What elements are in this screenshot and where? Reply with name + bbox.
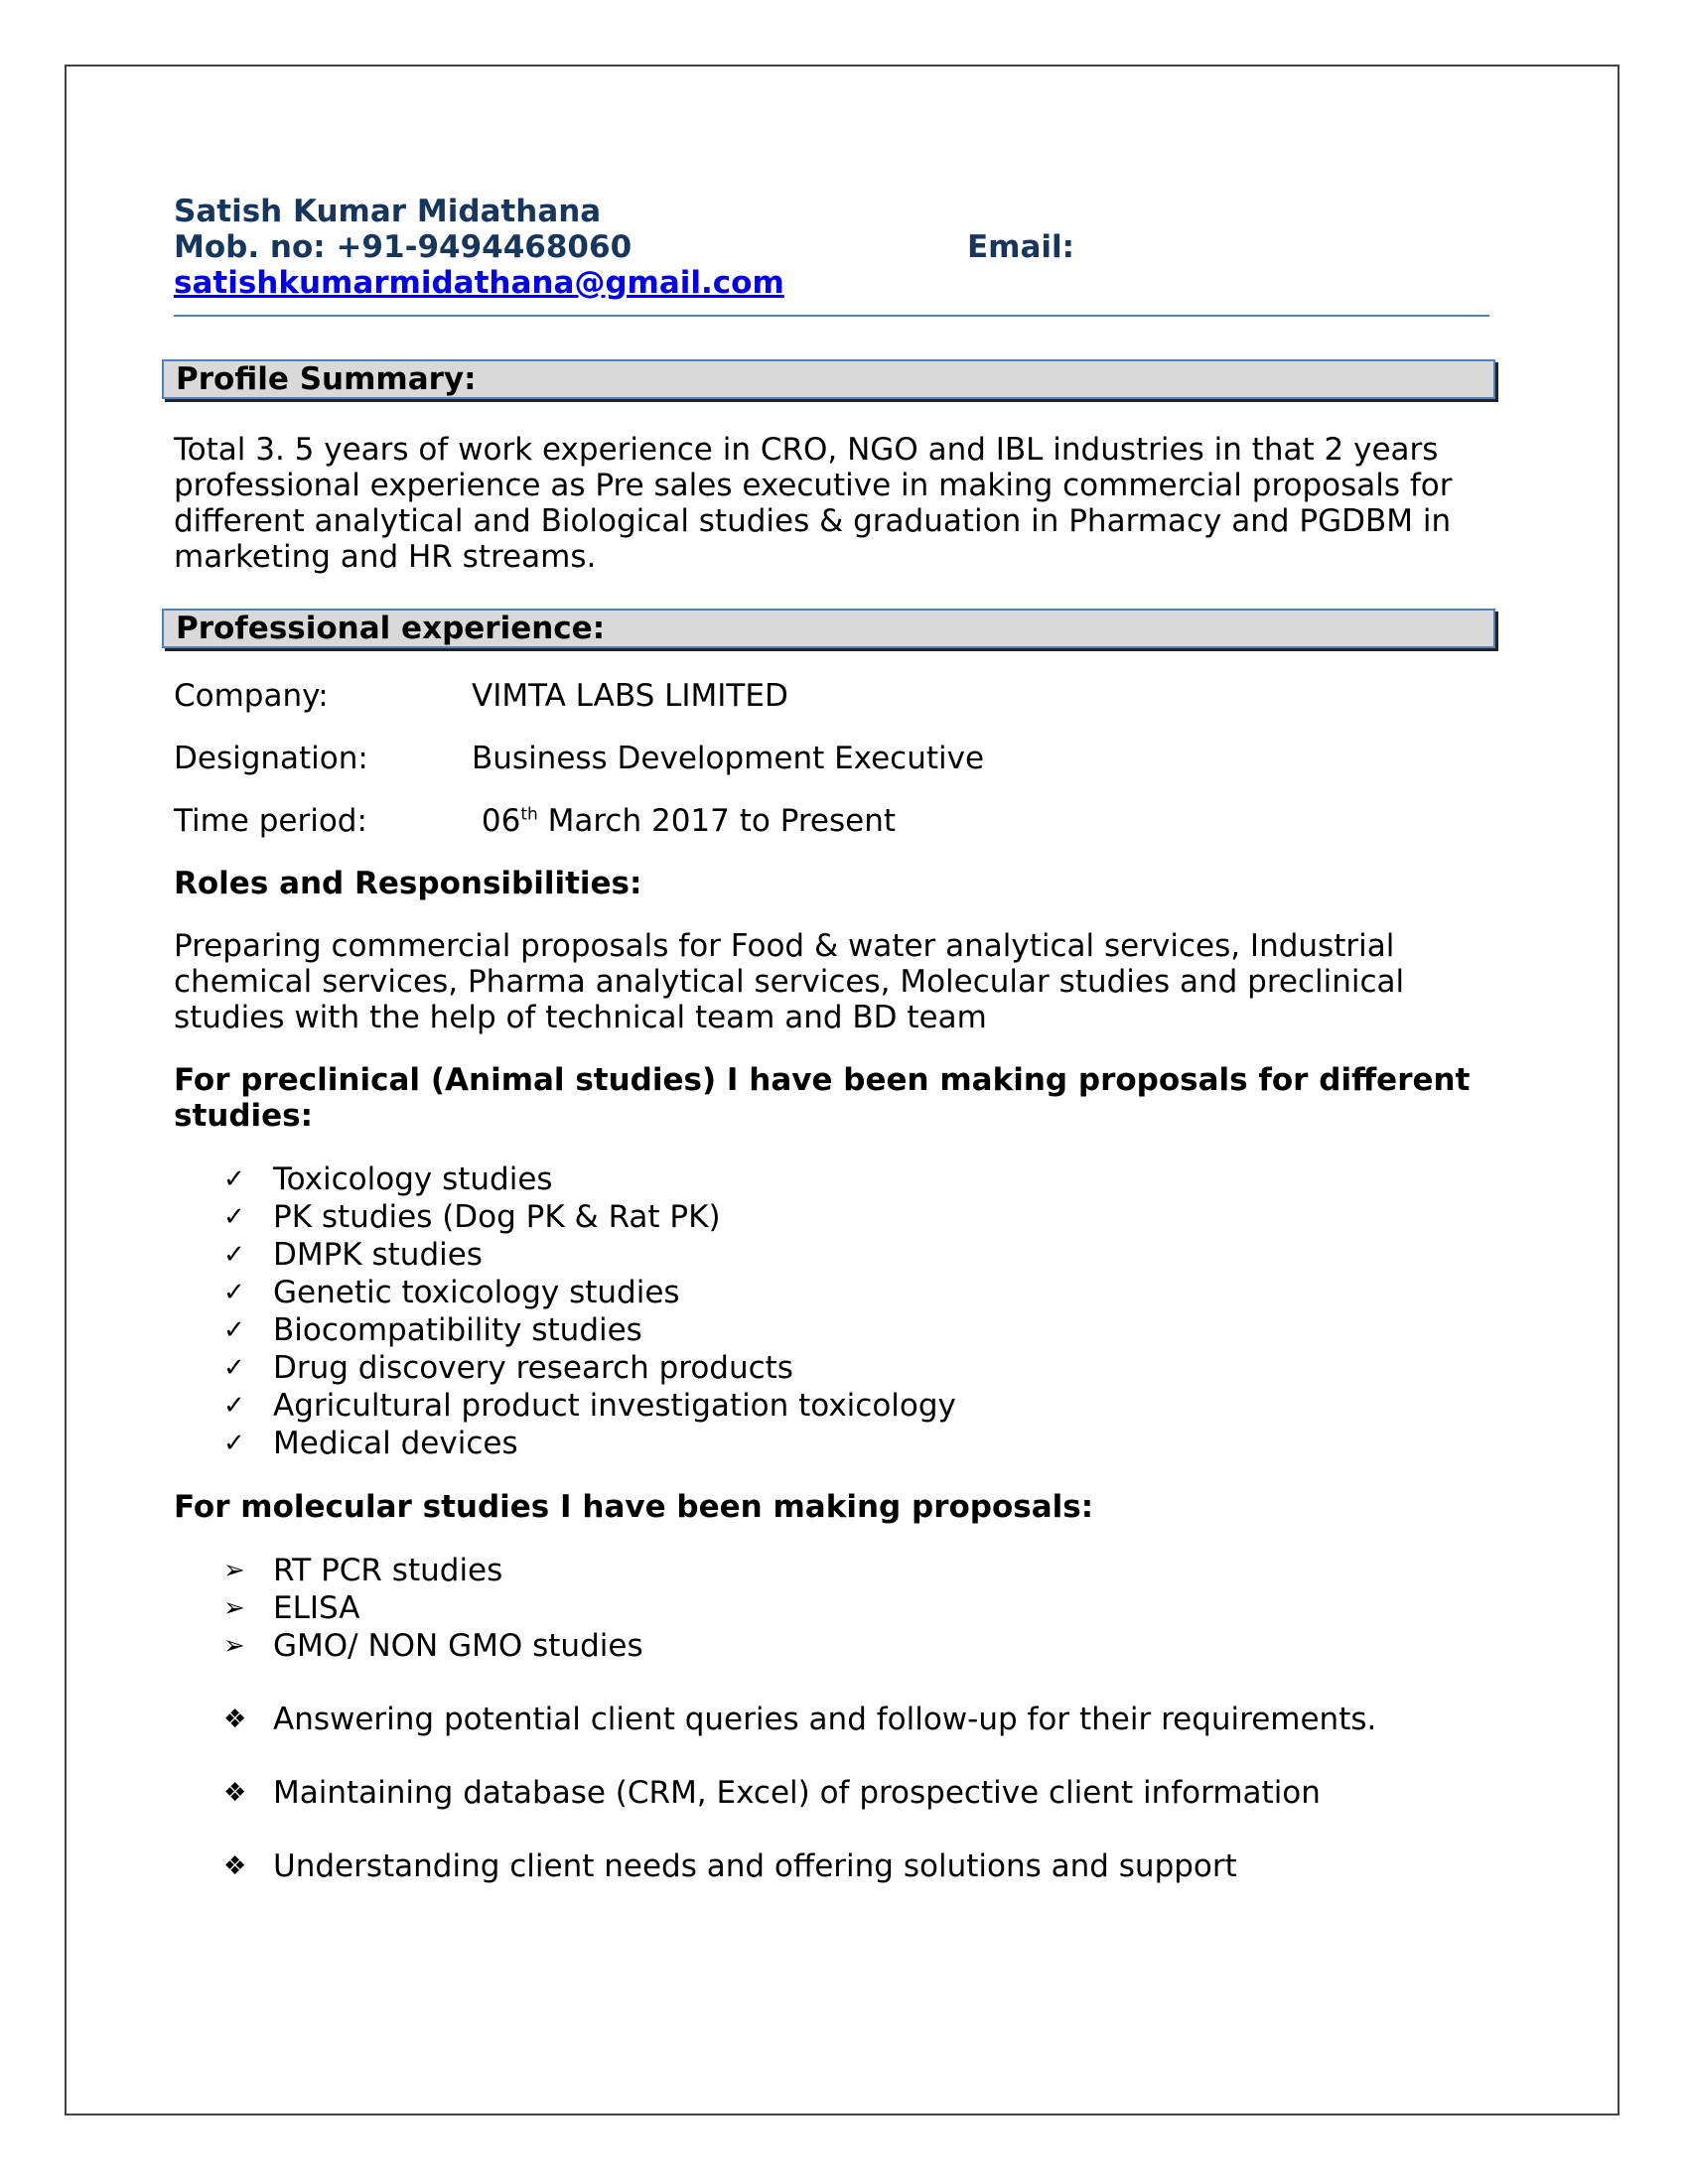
check-icon: ✓ — [223, 1164, 245, 1194]
designation-label: Designation: — [174, 741, 368, 776]
profile-summary-heading: Profile Summary: — [162, 359, 1495, 399]
mobile-number: Mob. no: +91-9494468060 — [174, 229, 633, 265]
email-link[interactable]: satishkumarmidathana@gmail.com — [174, 265, 784, 301]
list-item: ➢ ELISA — [174, 1589, 1504, 1627]
diamond-bullet-icon: ❖ — [223, 1705, 247, 1734]
list-item: ✓ Genetic toxicology studies — [174, 1274, 1504, 1311]
diamond-bullet-icon: ❖ — [223, 1851, 247, 1881]
time-period-row — [174, 803, 1504, 839]
molecular-list — [174, 1552, 1504, 1665]
designation-value: Business Development Executive — [472, 741, 985, 776]
professional-experience-heading: Professional experience: — [162, 609, 1495, 648]
contact-header — [174, 194, 1504, 301]
check-icon: ✓ — [223, 1278, 245, 1307]
check-icon: ✓ — [223, 1429, 245, 1458]
roles-text: Preparing commercial proposals for Food & water analytical services, Industrial chemical services, Pharma analytical services, Molecular studies and preclinical studies with the help of technical team and BD team — [174, 928, 1405, 1035]
header-divider — [174, 315, 1489, 317]
list-item: ➢ RT PCR studies — [174, 1552, 1504, 1589]
check-icon: ✓ — [223, 1391, 245, 1421]
list-item: ❖ Understanding client needs and offering solutions and support — [174, 1847, 1504, 1885]
list-item: ✓ Biocompatibility studies — [174, 1311, 1504, 1349]
diamond-bullet-icon: ❖ — [223, 1778, 247, 1808]
time-period-label: Time period: — [174, 803, 367, 839]
check-icon: ✓ — [223, 1353, 245, 1383]
list-item: ✓ Agricultural product investigation toxicology — [174, 1387, 1504, 1425]
arrow-bullet-icon: ➢ — [223, 1593, 245, 1623]
roles-heading: Roles and Responsibilities: — [174, 866, 642, 901]
resume-content — [174, 194, 1504, 1921]
check-icon: ✓ — [223, 1315, 245, 1345]
list-item: ✓ Medical devices — [174, 1425, 1504, 1462]
list-item: ✓ PK studies (Dog PK & Rat PK) — [174, 1198, 1504, 1236]
company-value: VIMTA LABS LIMITED — [472, 678, 788, 714]
company-row — [174, 678, 1504, 714]
email-label: Email: — [967, 229, 1075, 265]
arrow-bullet-icon: ➢ — [223, 1631, 245, 1661]
list-item: ✓ DMPK studies — [174, 1236, 1504, 1274]
check-icon: ✓ — [223, 1202, 245, 1232]
list-item: ✓ Toxicology studies — [174, 1160, 1504, 1198]
molecular-heading: For molecular studies I have been making proposals: — [174, 1489, 1094, 1525]
company-label: Company: — [174, 678, 329, 714]
candidate-name: Satish Kumar Midathana — [174, 194, 602, 229]
list-item: ❖ Answering potential client queries and follow-up for their requirements. — [174, 1701, 1504, 1738]
check-icon: ✓ — [223, 1240, 245, 1270]
list-item: ➢ GMO/ NON GMO studies — [174, 1627, 1504, 1665]
preclinical-heading: For preclinical (Animal studies) I have been making proposals for different studies: — [174, 1062, 1471, 1134]
arrow-bullet-icon: ➢ — [223, 1556, 245, 1585]
preclinical-list — [174, 1160, 1504, 1462]
list-item: ❖ Maintaining database (CRM, Excel) of prospective client information — [174, 1774, 1504, 1812]
list-item: ✓ Drug discovery research products — [174, 1349, 1504, 1387]
duties-list — [174, 1701, 1504, 1885]
profile-summary-text: Total 3. 5 years of work experience in CRO, NGO and IBL industries in that 2 years professional experience as Pre sales executive in making commercial proposals for different analytical and Biological studies & graduation in Pharmacy and PGDBM in marketing and HR streams. — [174, 432, 1453, 575]
time-period-value: 06th March 2017 to Present — [481, 803, 897, 839]
designation-row — [174, 741, 1504, 776]
